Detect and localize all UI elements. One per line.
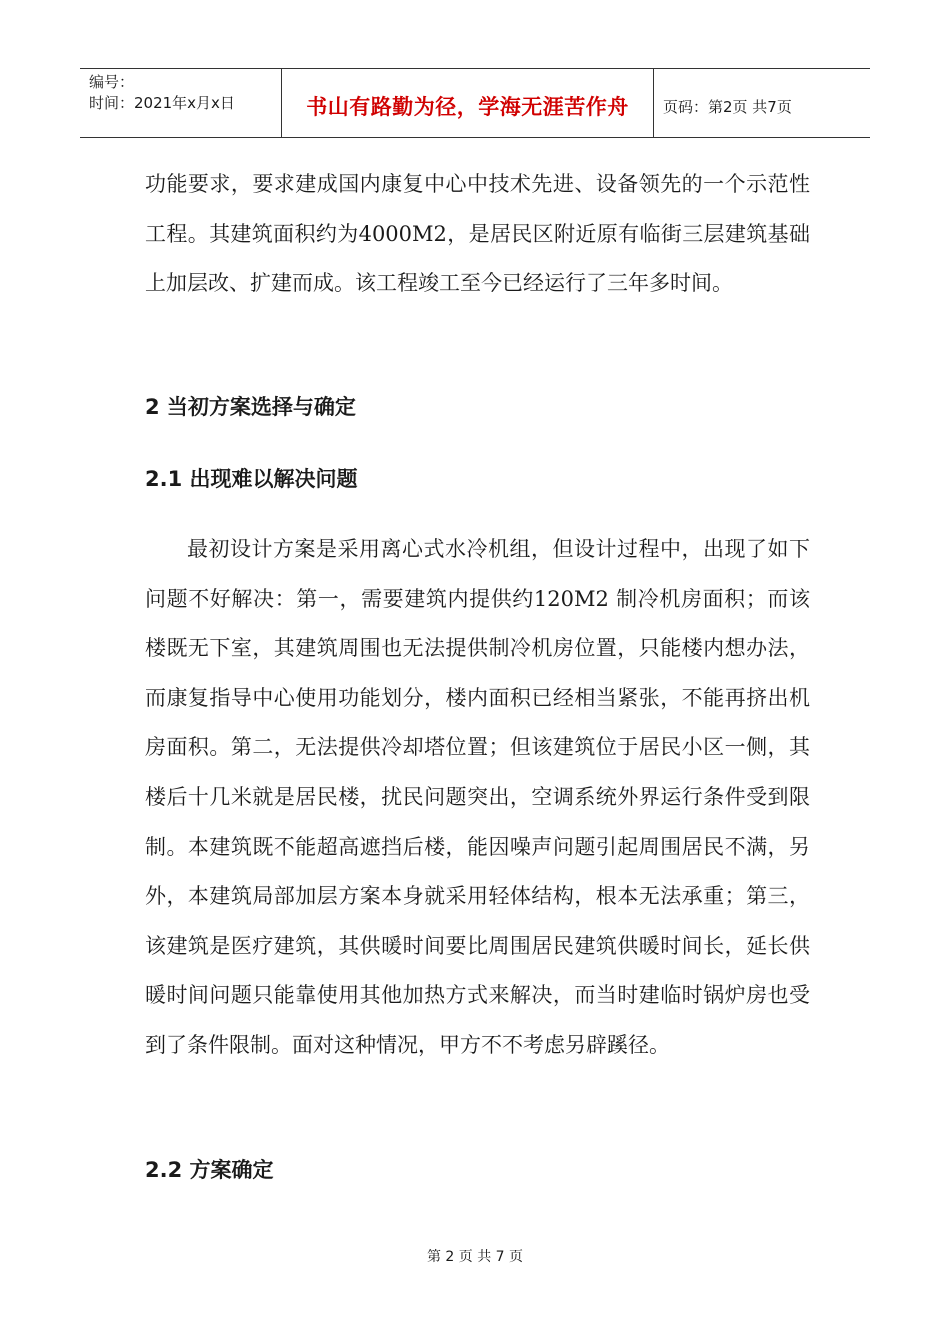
header-meta [80,69,282,137]
page-footer: 第 2 页 共 7 页 [426,1249,524,1265]
document-date: 时间：2021年x月x日 [89,94,235,112]
paragraph-intro-continued: 功能要求，要求建成国内康复中心中技术先进、设备领先的一个示范性工程。其建筑面积约为4000M2，是居民区附近原有临街三层建筑基础上加层改、扩建而成。该工程竣工至今已经运行了三年多时间。 [145,172,810,296]
header-motto: 书山有路勤为径，学海无涯苦作舟 [282,69,654,137]
paragraph-problems: 最初设计方案是采用离心式水冷机组，但设计过程中，出现了如下问题不好解决：第一，需要建筑内提供约120M2 制冷机房面积；而该楼既无下室，其建筑周围也无法提供制冷机房位置，只能楼内想办法，而康复指导中心使用功能划分，楼内面积已经相当紧张，不能再挤出机房面积。第二，无法提供冷却塔位置；但该建筑位于居民小区一侧，其楼后十几米就是居民楼，扰民问题突出，空调系统外界运行条件受到限制。本建筑既不能超高遮挡后楼，能因噪声问题引起周围居民不满，另外，本建筑局部加层方案本身就采用轻体结构，根本无法承重；第三，该建筑是医疗建筑，其供暖时间要比周围居民建筑供暖时间长，延长供暖时间问题只能靠使用其他加热方式来解决，而当时建临时锅炉房也受到了条件限制。面对这种情况，甲方不不考虑另辟蹊径。 [145,537,810,1057]
section-heading-2: 2 当初方案选择与确定 [145,395,356,419]
header-page-number: 页码：第2页 共7页 [663,97,792,116]
page-header [80,68,870,138]
section-heading-2-1: 2.1 出现难以解决问题 [145,467,358,491]
document-number-label: 编号： [89,73,135,91]
section-heading-2-2: 2.2 方案确定 [145,1158,274,1182]
